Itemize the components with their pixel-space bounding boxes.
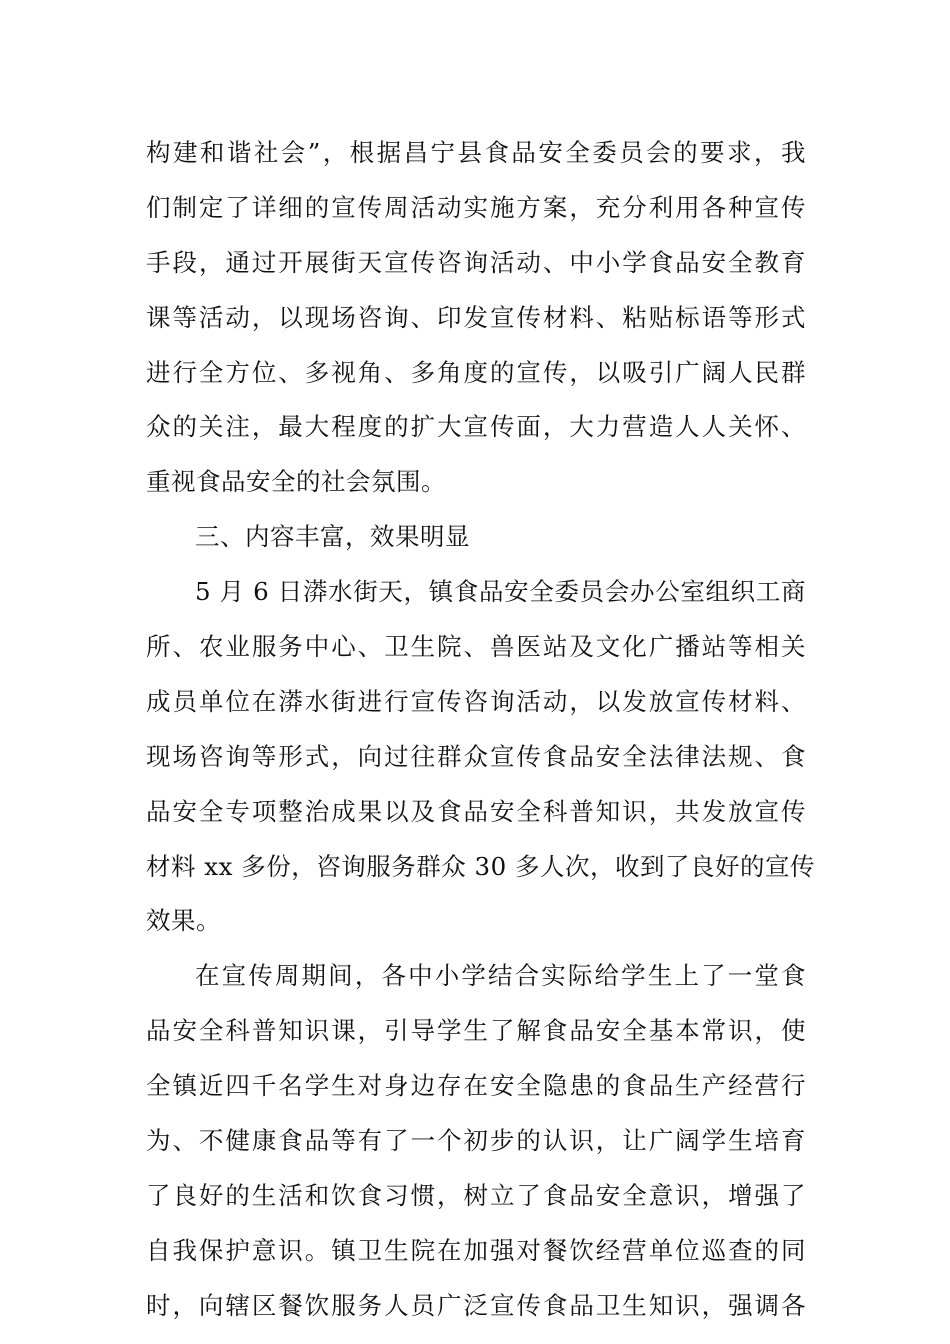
section-heading [146,510,806,565]
text-line: 成员单位在漭水街进行宣传咨询活动，以发放宣传材料、 [146,686,806,716]
text-line: 手段，通过开展街天宣传咨询活动、中小学食品安全教育 [146,247,806,277]
text-line: 了良好的生活和饮食习惯，树立了食品安全意识，增强了 [146,1180,806,1210]
text-line: 众的关注，最大程度的扩大宣传面，大力营造人人关怀、 [146,412,806,442]
text-line: 材料 xx 多份，咨询服务群众 30 多人次，收到了良好的宣传 [146,851,815,881]
text-line: 进行全方位、多视角、多角度的宣传，以吸引广阔人民群 [146,357,806,387]
text-line: 效果。 [146,906,221,936]
text-line: 构建和谐社会”，根据昌宁县食品安全委员会的要求，我 [146,138,806,167]
text-line: 为、不健康食品等有了一个初步的认识，让广阔学生培育 [146,1126,806,1156]
paragraph-school-education [146,949,806,1333]
text-line: 时，向辖区餐饮服务人员广泛宣传食品卫生知识，强调各 [146,1290,806,1320]
document-body [146,126,815,1334]
text-line: 品安全专项整治成果以及食品安全科普知识，共发放宣传 [146,796,806,826]
text-line: 品安全科普知识课，引导学生了解食品安全基本常识，使 [146,1016,806,1046]
text-line: 所、农业服务中心、卫生院、兽医站及文化广播站等相关 [146,632,806,662]
paragraph-street-campaign [146,565,815,949]
heading-line: 三、内容丰富，效果明显 [195,522,470,552]
text-line: 现场咨询等形式，向过往群众宣传食品安全法律法规、食 [146,741,806,771]
text-line: 在宣传周期间，各中小学结合实际给学生上了一堂食 [195,961,806,991]
text-line: 全镇近四千名学生对身边存在安全隐患的食品生产经营行 [146,1071,806,1101]
text-line: 5 月 6 日漭水街天，镇食品安全委员会办公室组织工商 [195,577,806,607]
text-line: 们制定了详细的宣传周活动实施方案，充分利用各种宣传 [146,192,806,222]
text-line: 课等活动，以现场咨询、印发宣传材料、粘贴标语等形式 [146,302,806,332]
text-line: 重视食品安全的社会氛围。 [146,467,446,497]
paragraph-continuation [146,126,806,510]
text-line: 自我保护意识。镇卫生院在加强对餐饮经营单位巡查的同 [146,1235,806,1265]
